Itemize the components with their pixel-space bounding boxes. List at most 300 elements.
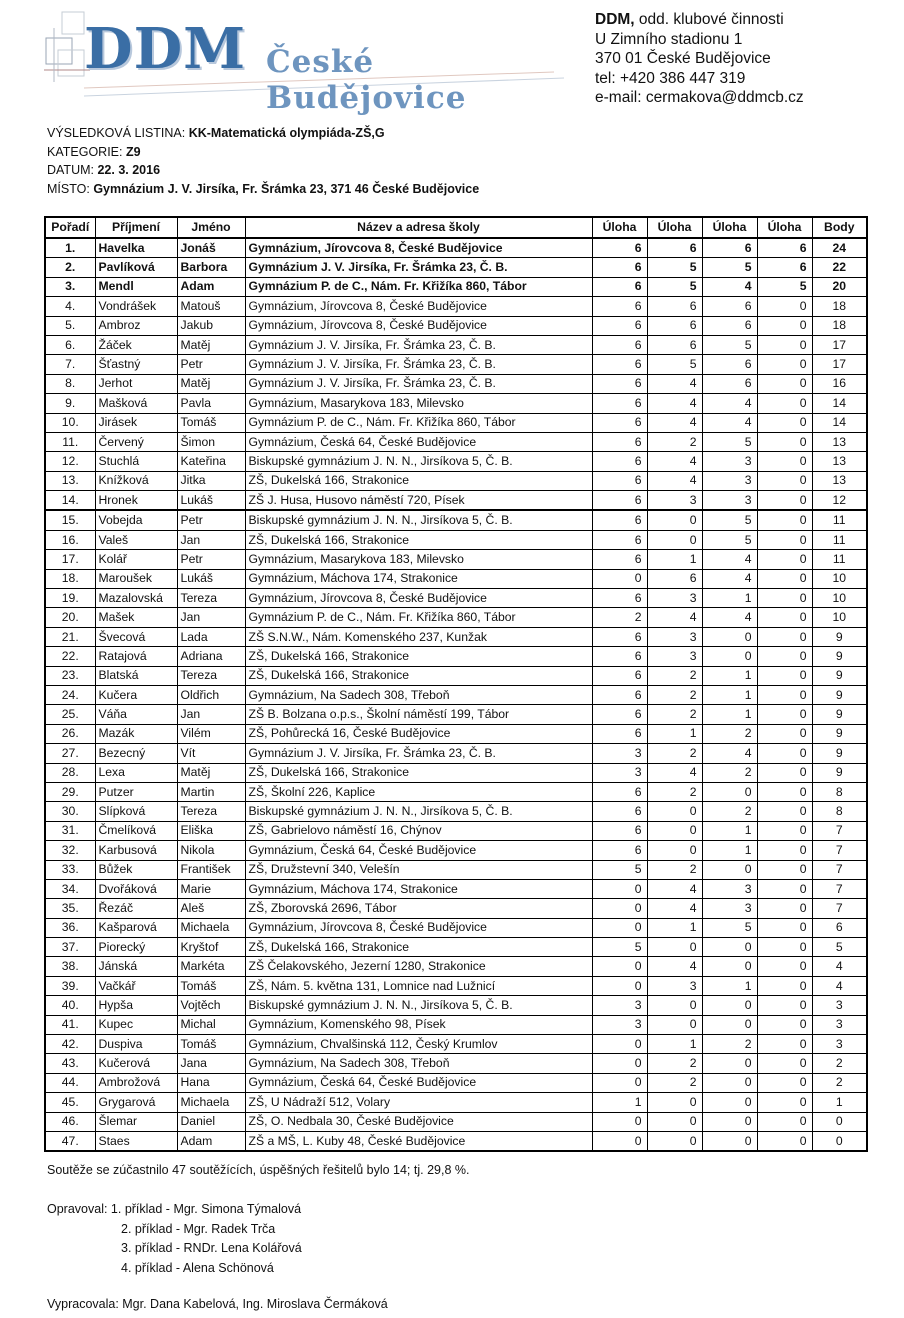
cell-school: Gymnázium J. V. Jirsíka, Fr. Šrámka 23, Č. B. — [245, 258, 592, 277]
cell-task-2: 6 — [647, 569, 702, 588]
cell-task-3: 0 — [702, 647, 757, 666]
cell-task-1: 6 — [592, 413, 647, 432]
cell-task-3: 6 — [702, 374, 757, 393]
cell-task-4: 0 — [757, 510, 812, 530]
table-row — [45, 589, 867, 608]
contact-street: U Zimního stadionu 1 — [595, 30, 743, 48]
cell-name: Jana — [177, 1054, 245, 1073]
cell-name: Jan — [177, 608, 245, 627]
cell-points: 4 — [812, 976, 867, 995]
cell-task-4: 0 — [757, 374, 812, 393]
table-row — [45, 763, 867, 782]
table-row — [45, 744, 867, 763]
table-row — [45, 1073, 867, 1092]
cell-rank: 22. — [45, 647, 95, 666]
cell-points: 11 — [812, 550, 867, 569]
cell-task-4: 0 — [757, 1112, 812, 1131]
cell-task-3: 1 — [702, 976, 757, 995]
cell-task-3: 1 — [702, 841, 757, 860]
table-row — [45, 432, 867, 451]
header-task-2: Úloha — [647, 217, 702, 238]
cell-task-1: 0 — [592, 1035, 647, 1054]
cell-points: 5 — [812, 938, 867, 957]
cell-task-1: 6 — [592, 471, 647, 490]
cell-surname: Kupec — [95, 1015, 177, 1034]
cell-points: 9 — [812, 705, 867, 724]
cell-task-4: 0 — [757, 394, 812, 413]
cell-task-1: 2 — [592, 608, 647, 627]
cell-points: 9 — [812, 685, 867, 704]
cell-rank: 20. — [45, 608, 95, 627]
cell-surname: Čmelíková — [95, 821, 177, 840]
cell-name: Markéta — [177, 957, 245, 976]
cell-task-4: 0 — [757, 471, 812, 490]
header-task-4: Úloha — [757, 217, 812, 238]
cell-surname: Knížková — [95, 471, 177, 490]
cell-name: Matěj — [177, 335, 245, 354]
cell-surname: Mašková — [95, 394, 177, 413]
cell-points: 16 — [812, 374, 867, 393]
cell-surname: Hypša — [95, 996, 177, 1015]
cell-task-4: 0 — [757, 996, 812, 1015]
cell-task-4: 0 — [757, 957, 812, 976]
cell-task-4: 0 — [757, 355, 812, 374]
cell-task-2: 0 — [647, 1112, 702, 1131]
cell-surname: Jerhot — [95, 374, 177, 393]
table-row — [45, 491, 867, 511]
header-points: Body — [812, 217, 867, 238]
cell-surname: Putzer — [95, 782, 177, 801]
cell-task-4: 0 — [757, 413, 812, 432]
cell-points: 10 — [812, 569, 867, 588]
cell-rank: 14. — [45, 491, 95, 511]
cell-task-2: 2 — [647, 1054, 702, 1073]
table-row — [45, 569, 867, 588]
cell-school: ZŠ, Dukelská 166, Strakonice — [245, 647, 592, 666]
cell-name: Tereza — [177, 589, 245, 608]
cell-task-2: 0 — [647, 1015, 702, 1034]
cell-surname: Maroušek — [95, 569, 177, 588]
cell-surname: Havelka — [95, 238, 177, 258]
cell-points: 8 — [812, 782, 867, 801]
cell-surname: Jánská — [95, 957, 177, 976]
table-row — [45, 510, 867, 530]
cell-task-1: 3 — [592, 1015, 647, 1034]
cell-rank: 5. — [45, 316, 95, 335]
cell-task-1: 6 — [592, 316, 647, 335]
cell-task-3: 5 — [702, 335, 757, 354]
cell-surname: Ambroz — [95, 316, 177, 335]
place-label: MÍSTO: — [47, 181, 94, 196]
cell-name: Petr — [177, 510, 245, 530]
cell-rank: 16. — [45, 530, 95, 549]
table-row — [45, 938, 867, 957]
cell-task-2: 4 — [647, 413, 702, 432]
category-value: Z9 — [125, 144, 141, 159]
cell-name: Oldřich — [177, 685, 245, 704]
cell-task-1: 5 — [592, 938, 647, 957]
cell-task-2: 1 — [647, 550, 702, 569]
cell-school: Gymnázium P. de C., Nám. Fr. Křižíka 860, Tábor — [245, 608, 592, 627]
cell-task-2: 4 — [647, 899, 702, 918]
cell-name: Jonáš — [177, 238, 245, 258]
cell-points: 13 — [812, 432, 867, 451]
cell-name: Petr — [177, 355, 245, 374]
cell-task-2: 2 — [647, 705, 702, 724]
cell-points: 3 — [812, 1035, 867, 1054]
table-header-row — [45, 217, 867, 238]
cell-surname: Pavlíková — [95, 258, 177, 277]
cell-points: 7 — [812, 841, 867, 860]
cell-task-2: 6 — [647, 238, 702, 258]
cell-surname: Jirásek — [95, 413, 177, 432]
cell-task-3: 0 — [702, 1054, 757, 1073]
table-row — [45, 238, 867, 258]
cell-points: 22 — [812, 258, 867, 277]
cell-surname: Šťastný — [95, 355, 177, 374]
meta-block — [47, 124, 479, 198]
cell-task-1: 6 — [592, 647, 647, 666]
cell-name: Jitka — [177, 471, 245, 490]
cell-task-2: 2 — [647, 666, 702, 685]
cell-rank: 3. — [45, 277, 95, 296]
cell-surname: Lexa — [95, 763, 177, 782]
cell-task-2: 0 — [647, 821, 702, 840]
grader-2: 2. příklad - Mgr. Radek Trča — [121, 1221, 276, 1236]
cell-task-2: 2 — [647, 685, 702, 704]
cell-task-1: 6 — [592, 394, 647, 413]
cell-surname: Bezecný — [95, 744, 177, 763]
cell-task-2: 3 — [647, 976, 702, 995]
date-label: DATUM: — [47, 163, 98, 177]
cell-task-4: 0 — [757, 899, 812, 918]
cell-school: Gymnázium, Jírovcova 8, České Budějovice — [245, 238, 592, 258]
cell-school: Gymnázium, Chvalšinská 112, Český Krumlov — [245, 1035, 592, 1054]
cell-name: Adam — [177, 1131, 245, 1151]
header-school: Název a adresa školy — [245, 217, 592, 238]
cell-name: Hana — [177, 1073, 245, 1092]
cell-task-3: 1 — [702, 821, 757, 840]
cell-rank: 41. — [45, 1015, 95, 1034]
table-row — [45, 666, 867, 685]
cell-task-1: 5 — [592, 860, 647, 879]
cell-points: 9 — [812, 744, 867, 763]
table-row — [45, 627, 867, 646]
cell-task-1: 0 — [592, 1073, 647, 1092]
header-rank: Pořadí — [45, 217, 95, 238]
cell-task-1: 6 — [592, 802, 647, 821]
cell-points: 12 — [812, 491, 867, 511]
cell-school: ZŠ, Školní 226, Kaplice — [245, 782, 592, 801]
cell-task-1: 6 — [592, 550, 647, 569]
cell-points: 18 — [812, 297, 867, 316]
cell-task-1: 3 — [592, 763, 647, 782]
cell-rank: 11. — [45, 432, 95, 451]
cell-school: ZŠ, U Nádraží 512, Volary — [245, 1093, 592, 1112]
cell-task-3: 1 — [702, 589, 757, 608]
cell-points: 9 — [812, 763, 867, 782]
table-row — [45, 316, 867, 335]
cell-points: 7 — [812, 899, 867, 918]
cell-school: Gymnázium P. de C., Nám. Fr. Křižíka 860, Tábor — [245, 413, 592, 432]
cell-rank: 24. — [45, 685, 95, 704]
cell-school: Gymnázium, Máchova 174, Strakonice — [245, 569, 592, 588]
cell-task-2: 4 — [647, 471, 702, 490]
cell-task-2: 6 — [647, 335, 702, 354]
cell-rank: 10. — [45, 413, 95, 432]
cell-task-3: 0 — [702, 996, 757, 1015]
table-row — [45, 724, 867, 743]
category-label: KATEGORIE: — [47, 144, 126, 159]
cell-rank: 12. — [45, 452, 95, 471]
cell-rank: 25. — [45, 705, 95, 724]
cell-task-4: 0 — [757, 452, 812, 471]
cell-name: Eliška — [177, 821, 245, 840]
cell-task-4: 0 — [757, 627, 812, 646]
cell-rank: 43. — [45, 1054, 95, 1073]
cell-task-2: 4 — [647, 879, 702, 898]
cell-rank: 30. — [45, 802, 95, 821]
cell-name: Matěj — [177, 374, 245, 393]
header-name: Jméno — [177, 217, 245, 238]
cell-points: 3 — [812, 996, 867, 1015]
cell-task-2: 5 — [647, 258, 702, 277]
cell-task-3: 0 — [702, 1131, 757, 1151]
cell-school: ZŠ Čelakovského, Jezerní 1280, Strakonice — [245, 957, 592, 976]
cell-task-4: 0 — [757, 316, 812, 335]
cell-surname: Kučerová — [95, 1054, 177, 1073]
header-surname: Příjmení — [95, 217, 177, 238]
cell-task-1: 0 — [592, 879, 647, 898]
cell-task-4: 0 — [757, 1073, 812, 1092]
cell-rank: 39. — [45, 976, 95, 995]
cell-task-2: 0 — [647, 996, 702, 1015]
table-row — [45, 841, 867, 860]
cell-surname: Stuchlá — [95, 452, 177, 471]
cell-task-1: 6 — [592, 335, 647, 354]
cell-points: 7 — [812, 860, 867, 879]
cell-rank: 33. — [45, 860, 95, 879]
table-row — [45, 550, 867, 569]
cell-points: 17 — [812, 335, 867, 354]
cell-points: 18 — [812, 316, 867, 335]
cell-rank: 19. — [45, 589, 95, 608]
cell-name: Adriana — [177, 647, 245, 666]
cell-task-1: 6 — [592, 782, 647, 801]
table-row — [45, 899, 867, 918]
table-row — [45, 821, 867, 840]
table-row — [45, 976, 867, 995]
cell-task-1: 6 — [592, 355, 647, 374]
grader-1: 1. příklad - Mgr. Simona Týmalová — [110, 1202, 302, 1216]
cell-rank: 44. — [45, 1073, 95, 1092]
cell-task-2: 1 — [647, 918, 702, 937]
cell-school: ZŠ, Dukelská 166, Strakonice — [245, 938, 592, 957]
table-row — [45, 685, 867, 704]
cell-task-4: 0 — [757, 432, 812, 451]
table-row — [45, 647, 867, 666]
cell-name: Kryštof — [177, 938, 245, 957]
cell-name: Adam — [177, 277, 245, 296]
cell-task-1: 0 — [592, 569, 647, 588]
cell-name: Jakub — [177, 316, 245, 335]
logo-city-text: České Budějovice — [266, 44, 467, 116]
cell-school: ZŠ, Dukelská 166, Strakonice — [245, 666, 592, 685]
cell-surname: Mazalovská — [95, 589, 177, 608]
results-body — [45, 238, 867, 1151]
org-line — [595, 10, 804, 30]
cell-task-4: 0 — [757, 705, 812, 724]
cell-task-2: 0 — [647, 802, 702, 821]
cell-task-3: 5 — [702, 258, 757, 277]
cell-surname: Staes — [95, 1131, 177, 1151]
cell-task-3: 4 — [702, 608, 757, 627]
cell-task-1: 0 — [592, 918, 647, 937]
cell-name: František — [177, 860, 245, 879]
cell-task-3: 3 — [702, 491, 757, 511]
cell-points: 9 — [812, 647, 867, 666]
cell-task-4: 0 — [757, 1093, 812, 1112]
cell-rank: 4. — [45, 297, 95, 316]
cell-rank: 38. — [45, 957, 95, 976]
cell-school: Gymnázium, Jírovcova 8, České Budějovice — [245, 316, 592, 335]
cell-task-3: 3 — [702, 879, 757, 898]
cell-surname: Hronek — [95, 491, 177, 511]
cell-name: Tereza — [177, 802, 245, 821]
cell-rank: 35. — [45, 899, 95, 918]
cell-school: Biskupské gymnázium J. N. N., Jirsíkova 5, Č. B. — [245, 510, 592, 530]
cell-task-2: 4 — [647, 394, 702, 413]
table-row — [45, 802, 867, 821]
cell-task-4: 0 — [757, 821, 812, 840]
cell-surname: Mašek — [95, 608, 177, 627]
cell-task-2: 1 — [647, 724, 702, 743]
table-row — [45, 355, 867, 374]
cell-name: Vojtěch — [177, 996, 245, 1015]
cell-school: Gymnázium, Česká 64, České Budějovice — [245, 841, 592, 860]
cell-task-1: 0 — [592, 1054, 647, 1073]
category-line — [47, 143, 479, 162]
cell-surname: Žáček — [95, 335, 177, 354]
cell-task-4: 6 — [757, 238, 812, 258]
cell-task-3: 2 — [702, 1035, 757, 1054]
cell-surname: Kučera — [95, 685, 177, 704]
cell-school: ZŠ, Družstevní 340, Velešín — [245, 860, 592, 879]
cell-points: 2 — [812, 1073, 867, 1092]
cell-name: Tomáš — [177, 1035, 245, 1054]
cell-surname: Karbusová — [95, 841, 177, 860]
cell-task-4: 0 — [757, 860, 812, 879]
cell-name: Barbora — [177, 258, 245, 277]
table-row — [45, 471, 867, 490]
table-row — [45, 996, 867, 1015]
cell-task-1: 3 — [592, 996, 647, 1015]
contact-city: 370 01 České Budějovice — [595, 50, 771, 67]
cell-school: Biskupské gymnázium J. N. N., Jirsíkova 5, Č. B. — [245, 452, 592, 471]
listing-value: KK-Matematická olympiáda-ZŠ,G — [188, 126, 385, 140]
listing-label: VÝSLEDKOVÁ LISTINA: — [47, 126, 189, 140]
cell-school: ZŠ, Zborovská 2696, Tábor — [245, 899, 592, 918]
table-row — [45, 957, 867, 976]
cell-school: Gymnázium, Jírovcova 8, České Budějovice — [245, 589, 592, 608]
cell-rank: 45. — [45, 1093, 95, 1112]
cell-points: 3 — [812, 1015, 867, 1034]
cell-points: 0 — [812, 1112, 867, 1131]
cell-surname: Vačkář — [95, 976, 177, 995]
table-row — [45, 413, 867, 432]
cell-points: 7 — [812, 821, 867, 840]
cell-points: 14 — [812, 394, 867, 413]
logo-ddm-text: DDM — [84, 16, 247, 82]
cell-task-4: 0 — [757, 666, 812, 685]
cell-points: 9 — [812, 724, 867, 743]
cell-points: 11 — [812, 510, 867, 530]
cell-rank: 2. — [45, 258, 95, 277]
cell-rank: 42. — [45, 1035, 95, 1054]
cell-name: Michal — [177, 1015, 245, 1034]
cell-rank: 17. — [45, 550, 95, 569]
cell-rank: 6. — [45, 335, 95, 354]
cell-task-2: 1 — [647, 1035, 702, 1054]
cell-rank: 46. — [45, 1112, 95, 1131]
cell-task-2: 0 — [647, 841, 702, 860]
cell-task-1: 6 — [592, 491, 647, 511]
cell-task-3: 5 — [702, 530, 757, 549]
cell-name: Lukáš — [177, 491, 245, 511]
cell-task-1: 6 — [592, 374, 647, 393]
listing-line — [47, 124, 479, 143]
cell-task-2: 2 — [647, 782, 702, 801]
cell-surname: Blatská — [95, 666, 177, 685]
cell-task-4: 0 — [757, 918, 812, 937]
cell-task-4: 0 — [757, 685, 812, 704]
cell-task-2: 4 — [647, 374, 702, 393]
cell-task-1: 6 — [592, 277, 647, 296]
cell-task-4: 0 — [757, 1015, 812, 1034]
cell-name: Pavla — [177, 394, 245, 413]
prepared-by: Vypracovala: Mgr. Dana Kabelová, Ing. Miroslava Čermáková — [47, 1297, 388, 1311]
cell-task-1: 6 — [592, 297, 647, 316]
cell-task-2: 6 — [647, 316, 702, 335]
cell-surname: Kašparová — [95, 918, 177, 937]
cell-task-2: 4 — [647, 452, 702, 471]
cell-task-3: 4 — [702, 413, 757, 432]
cell-rank: 13. — [45, 471, 95, 490]
cell-surname: Řezáč — [95, 899, 177, 918]
cell-name: Petr — [177, 550, 245, 569]
cell-school: ZŠ, Dukelská 166, Strakonice — [245, 471, 592, 490]
cell-school: Gymnázium J. V. Jirsíka, Fr. Šrámka 23, Č. B. — [245, 744, 592, 763]
table-row — [45, 335, 867, 354]
cell-name: Tereza — [177, 666, 245, 685]
cell-school: Gymnázium J. V. Jirsíka, Fr. Šrámka 23, Č. B. — [245, 335, 592, 354]
cell-task-4: 0 — [757, 724, 812, 743]
cell-task-4: 0 — [757, 335, 812, 354]
cell-school: ZŠ, Nám. 5. května 131, Lomnice nad Lužnicí — [245, 976, 592, 995]
cell-points: 8 — [812, 802, 867, 821]
cell-task-3: 1 — [702, 705, 757, 724]
cell-school: ZŠ J. Husa, Husovo náměstí 720, Písek — [245, 491, 592, 511]
cell-task-4: 0 — [757, 647, 812, 666]
cell-surname: Švecová — [95, 627, 177, 646]
graders-block — [47, 1200, 302, 1278]
cell-task-3: 4 — [702, 394, 757, 413]
cell-task-1: 6 — [592, 432, 647, 451]
cell-points: 9 — [812, 666, 867, 685]
cell-task-4: 0 — [757, 841, 812, 860]
cell-task-2: 0 — [647, 1131, 702, 1151]
table-row — [45, 1015, 867, 1034]
